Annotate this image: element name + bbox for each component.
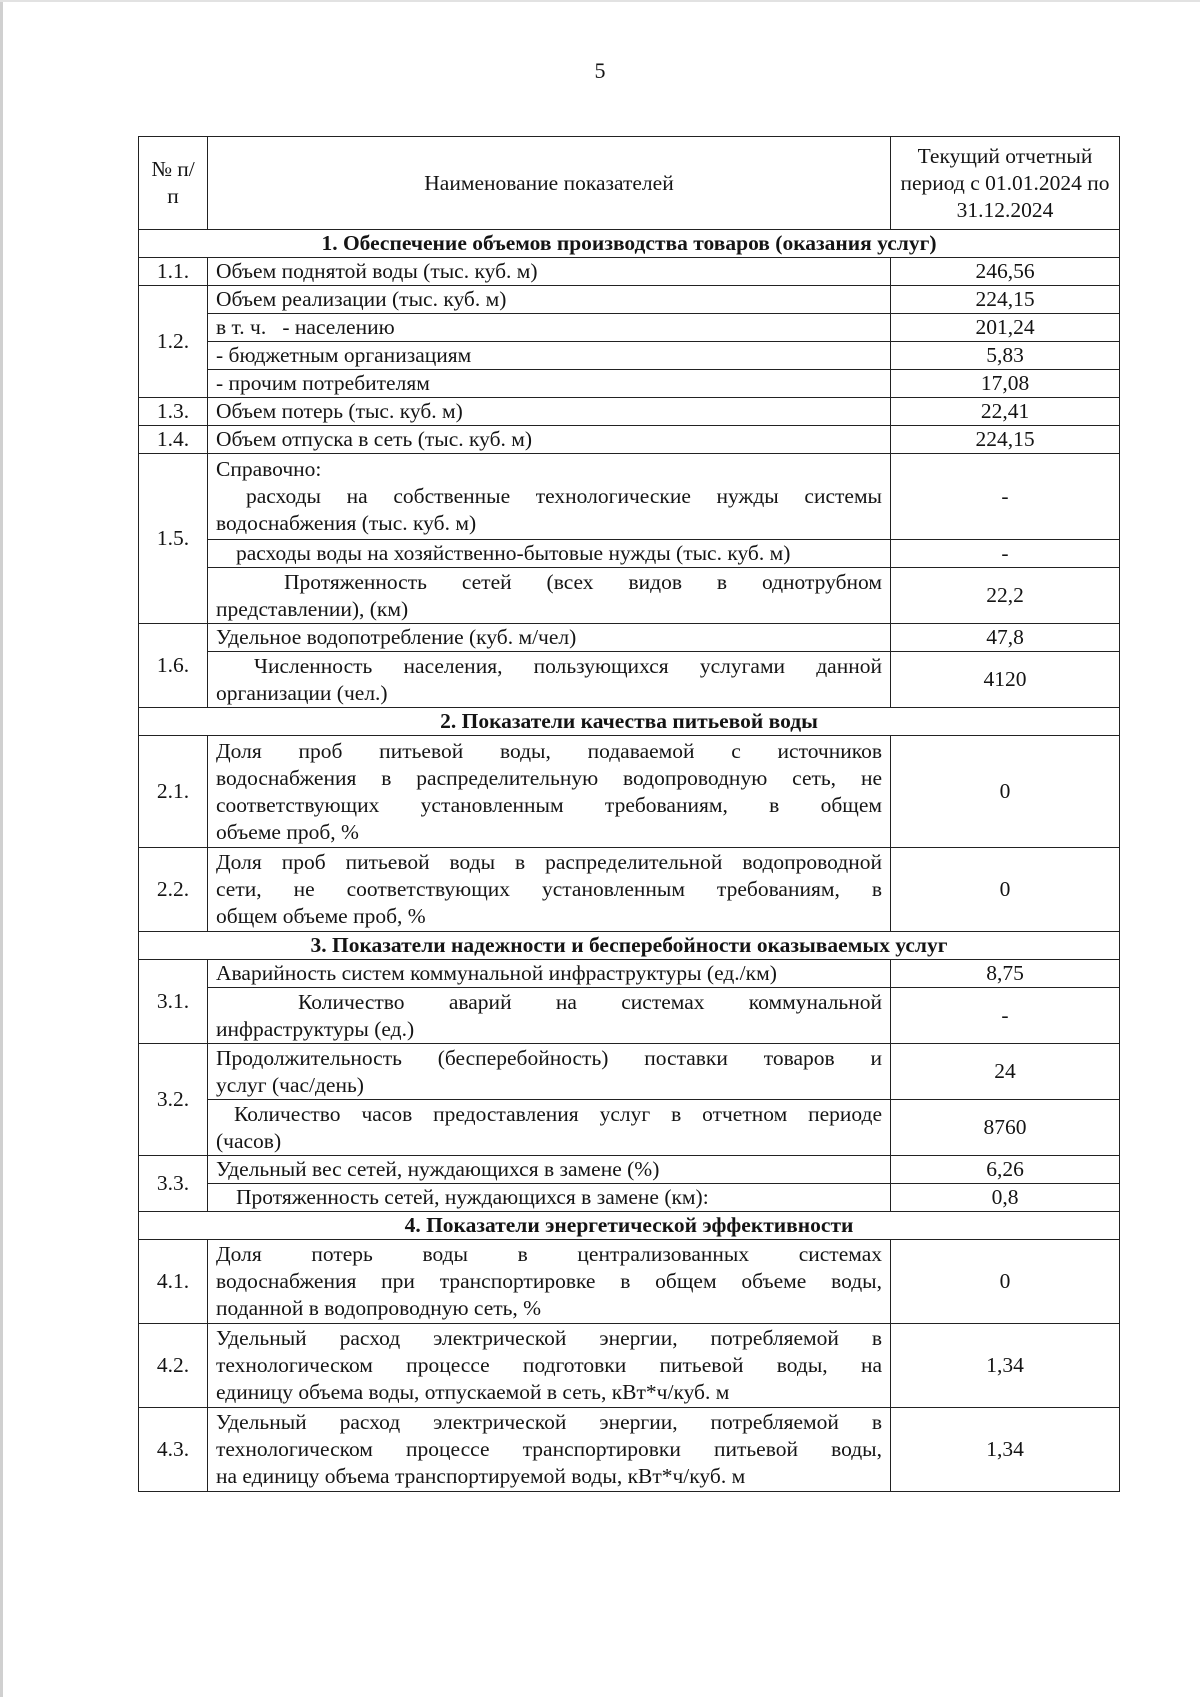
reference-label: Справочно: — [216, 457, 322, 481]
row-line: инфраструктуры (ед.) — [216, 1016, 415, 1041]
table-row — [139, 988, 1120, 1044]
section-title: 3. Показатели надежности и бесперебойности оказываемых услуг — [139, 932, 1120, 960]
section-title: 2. Показатели качества питьевой воды — [139, 708, 1120, 736]
table-row — [139, 258, 1120, 286]
section-row — [139, 708, 1120, 736]
row-name: Удельное водопотребление (куб. м/чел) — [208, 624, 891, 652]
table-row — [139, 960, 1120, 988]
scan-edge-left — [0, 0, 3, 1697]
table-row — [139, 314, 1120, 342]
row-number: 3.2. — [139, 1044, 208, 1156]
row-line: Количество аварий на системах коммунальной — [298, 989, 882, 1014]
row-value: 224,15 — [891, 426, 1120, 454]
reference-line: водоснабжения (тыс. куб. м) — [216, 511, 477, 535]
row-name-block — [208, 1324, 891, 1408]
table-row — [139, 568, 1120, 624]
table-row — [139, 286, 1120, 314]
row-line: Протяженность сетей (всех видов в однотрубном — [284, 569, 882, 594]
row-line: водоснабжения при транспортировке в общем объеме воды, — [216, 1269, 882, 1293]
row-name-block — [208, 1240, 891, 1324]
table-row — [139, 624, 1120, 652]
row-name-block — [208, 454, 891, 540]
row-line: водоснабжения в распределительную водопроводную сеть, не — [216, 765, 882, 790]
row-name-block — [208, 988, 891, 1044]
row-value: 22,2 — [891, 568, 1120, 624]
row-value: 1,34 — [891, 1408, 1120, 1492]
section-row — [139, 230, 1120, 258]
row-line: технологическом процессе подготовки питьевой воды, на — [216, 1353, 882, 1377]
row-line: представлении), (км) — [216, 596, 409, 621]
reference-line: расходы на собственные технологические нужды системы — [246, 484, 882, 508]
row-number: 2.2. — [139, 848, 208, 932]
row-name: Аварийность систем коммунальной инфраструктуры (ед./км) — [208, 960, 891, 988]
row-number: 4.2. — [139, 1324, 208, 1408]
row-value: 24 — [891, 1044, 1120, 1100]
section-row — [139, 1212, 1120, 1240]
row-line: соответствующих установленным требованиям, в общем — [216, 792, 882, 817]
page-number: 5 — [594, 58, 606, 83]
section-title: 4. Показатели энергетической эффективности — [139, 1212, 1120, 1240]
row-line: Продолжительность (бесперебойность) поставки товаров и — [216, 1045, 882, 1070]
table-row — [139, 1240, 1120, 1324]
row-line: Численность населения, пользующихся услугами данной — [254, 653, 882, 678]
table-row — [139, 1184, 1120, 1212]
row-value: - — [891, 454, 1120, 540]
row-value: 4120 — [891, 652, 1120, 708]
row-line: (часов) — [216, 1128, 282, 1153]
row-value: - — [891, 540, 1120, 568]
table-row — [139, 370, 1120, 398]
row-name: в т. ч. - населению — [208, 314, 891, 342]
row-line: Удельный расход электрической энергии, потребляемой в — [216, 1326, 882, 1350]
row-name: Удельный вес сетей, нуждающихся в замене (%) — [208, 1156, 891, 1184]
row-number: 4.1. — [139, 1240, 208, 1324]
row-line: Доля проб питьевой воды, подаваемой с источников — [216, 738, 882, 763]
table-row — [139, 426, 1120, 454]
row-line: на единицу объема транспортируемой воды, кВт*ч/куб. м — [216, 1464, 746, 1488]
row-line: технологическом процессе транспортировки питьевой воды, — [216, 1437, 882, 1461]
table-row — [139, 1156, 1120, 1184]
section-title: 1. Обеспечение объемов производства товаров (оказания услуг) — [139, 230, 1120, 258]
row-value: 0 — [891, 736, 1120, 848]
row-line: Доля проб питьевой воды в распределительной водопроводной — [216, 850, 882, 874]
indicators-table — [138, 136, 1120, 1492]
row-line: Количество часов предоставления услуг в отчетном периоде — [234, 1101, 882, 1126]
table-row — [139, 848, 1120, 932]
table-row — [139, 1408, 1120, 1492]
row-name-block — [208, 736, 891, 848]
row-name: Объем реализации (тыс. куб. м) — [208, 286, 891, 314]
table-row — [139, 454, 1120, 540]
row-number: 1.5. — [139, 454, 208, 624]
row-name: расходы воды на хозяйственно-бытовые нужды (тыс. куб. м) — [208, 540, 891, 568]
header-name: Наименование показателей — [208, 137, 891, 230]
row-value: 201,24 — [891, 314, 1120, 342]
row-value: 5,83 — [891, 342, 1120, 370]
row-value: 0 — [891, 1240, 1120, 1324]
table-row — [139, 1324, 1120, 1408]
row-name-block — [208, 568, 891, 624]
row-name-block — [208, 1408, 891, 1492]
row-value: 0 — [891, 848, 1120, 932]
table-row — [139, 736, 1120, 848]
row-name: Протяженность сетей, нуждающихся в замене (км): — [208, 1184, 891, 1212]
header-period: Текущий отчетный период с 01.01.2024 по 31.12.2024 — [891, 137, 1120, 230]
row-number: 3.1. — [139, 960, 208, 1044]
row-value: 22,41 — [891, 398, 1120, 426]
row-value: 1,34 — [891, 1324, 1120, 1408]
row-name: Объем поднятой воды (тыс. куб. м) — [208, 258, 891, 286]
row-line: общем объеме проб, % — [216, 904, 426, 928]
row-value: 8760 — [891, 1100, 1120, 1156]
row-line: единицу объема воды, отпускаемой в сеть, кВт*ч/куб. м — [216, 1380, 730, 1404]
table-row — [139, 652, 1120, 708]
row-line: сети, не соответствующих установленным требованиям, в — [216, 877, 882, 901]
section-row — [139, 932, 1120, 960]
table-row — [139, 540, 1120, 568]
row-name: - прочим потребителям — [208, 370, 891, 398]
row-number: 4.3. — [139, 1408, 208, 1492]
table-header-row — [139, 137, 1120, 230]
row-number: 1.2. — [139, 286, 208, 398]
row-number: 1.6. — [139, 624, 208, 708]
row-line: Доля потерь воды в централизованных системах — [216, 1242, 882, 1266]
row-name: Объем отпуска в сеть (тыс. куб. м) — [208, 426, 891, 454]
row-value: 0,8 — [891, 1184, 1120, 1212]
row-line: услуг (час/день) — [216, 1072, 364, 1097]
row-number: 2.1. — [139, 736, 208, 848]
row-number: 1.1. — [139, 258, 208, 286]
row-value: 47,8 — [891, 624, 1120, 652]
row-value: 8,75 — [891, 960, 1120, 988]
row-line: объеме проб, % — [216, 819, 359, 844]
header-num: № п/п — [139, 137, 208, 230]
row-value: 17,08 — [891, 370, 1120, 398]
row-name-block — [208, 1100, 891, 1156]
row-name-block — [208, 848, 891, 932]
table-row — [139, 1100, 1120, 1156]
row-line: поданной в водопроводную сеть, % — [216, 1296, 542, 1320]
row-line: Удельный расход электрической энергии, потребляемой в — [216, 1410, 882, 1434]
row-name: Объем потерь (тыс. куб. м) — [208, 398, 891, 426]
row-value: 6,26 — [891, 1156, 1120, 1184]
row-value: 224,15 — [891, 286, 1120, 314]
row-value: 246,56 — [891, 258, 1120, 286]
row-name: - бюджетным организациям — [208, 342, 891, 370]
table-row — [139, 342, 1120, 370]
row-name-block — [208, 652, 891, 708]
table-row — [139, 398, 1120, 426]
table-row — [139, 1044, 1120, 1100]
row-name-block — [208, 1044, 891, 1100]
scan-edge-top — [0, 0, 1200, 2]
row-number: 1.3. — [139, 398, 208, 426]
row-number: 3.3. — [139, 1156, 208, 1212]
row-value: - — [891, 988, 1120, 1044]
row-number: 1.4. — [139, 426, 208, 454]
row-line: организации (чел.) — [216, 680, 388, 705]
